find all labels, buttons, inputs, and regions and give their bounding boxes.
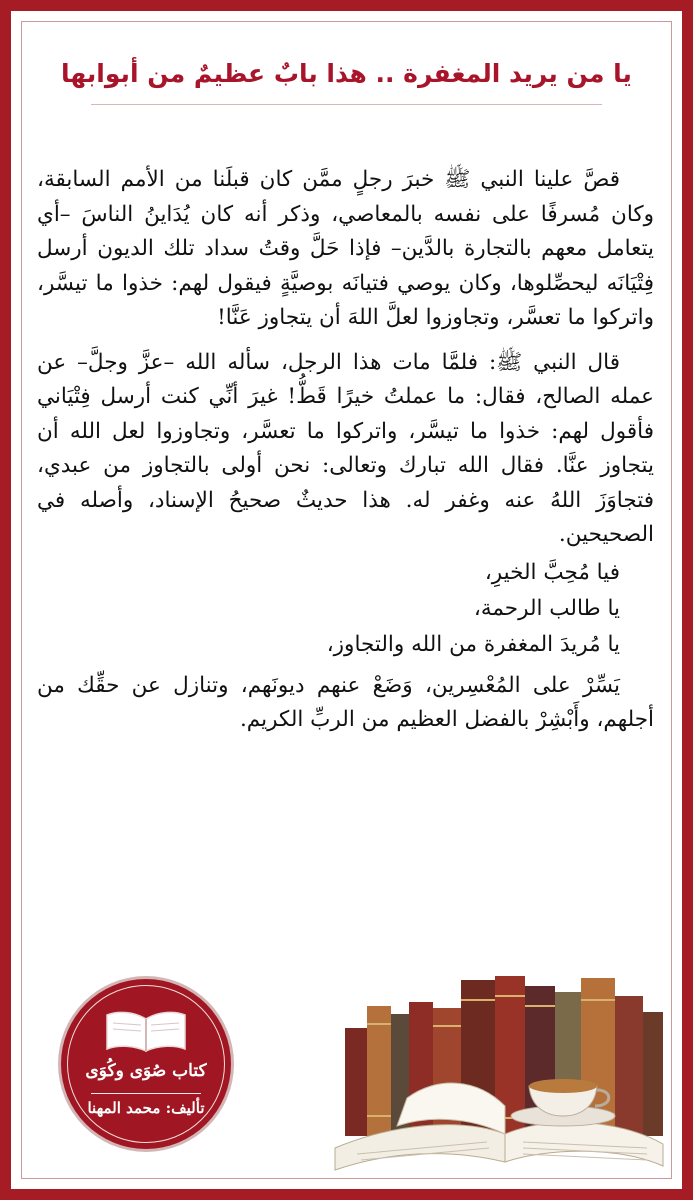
book-spine xyxy=(345,1028,367,1136)
title-divider xyxy=(91,104,602,105)
open-book-icon xyxy=(103,1007,189,1055)
paragraph-advice: يَسِّرْ على المُعْسِرين، وَضَعْ عنهم ديونَهم، وتنازل عن حقِّك من أجلهم، وأَبْشِرْ بالفضل العظيم من الربِّ الكريم. xyxy=(37,672,654,732)
books-and-teacup-illustration xyxy=(327,966,667,1171)
calls-list xyxy=(37,555,654,663)
badge-author: تأليف: محمد المهنا xyxy=(87,1099,205,1117)
call-line-2: يا طالب الرحمة، xyxy=(473,595,620,621)
call-line-3: يا مُريدَ المغفرة من الله والتجاوز، xyxy=(326,631,620,657)
article-body xyxy=(37,163,654,738)
book-spine xyxy=(643,1012,663,1136)
page-title: يا من يريد المغفرة .. هذا بابٌ عظيمٌ من أبوابها xyxy=(61,59,632,88)
call-line-1: فيا مُحِبَّ الخيرِ، xyxy=(484,559,620,585)
badge-divider xyxy=(91,1093,201,1094)
paragraph-story: قصَّ علينا النبي ﷺ خبرَ رجلٍ ممَّن كان قبلَنا من الأمم السابقة، وكان مُسرفًا على نفسه بالمعاصي، وذكر أنه كان يُدَاينُ الناسَ –أي يتعامل معهم بالتجارة بالدَّين– فإذا حَلَّ وقتُ سداد تلك الديون أرسل فِتْيَانَه ليحصِّلوها، وكان يوصي فتيانَه بوصيَّةٍ فيقول لهم: خذوا ما تيسَّر، واتركوا ما تعسَّر، وتجاوزوا لعلَّ اللهَ أن يتجاوز عَنَّا! xyxy=(37,167,654,330)
book-badge xyxy=(61,979,231,1149)
paragraph-hadith: قال النبي ﷺ: فلمَّا مات هذا الرجل، سأله الله –عزَّ وجلَّ– عن عمله الصالح، فقال: ما عملتُ خيرًا قَطُّ! غيرَ أنِّي كنت أرسل فِتْيَاني فأقول لهم: خذوا ما تيسَّر، واتركوا ما تعسَّر، وتجاوزوا لعل الله أن يتجاوز عنَّا. فقال الله تبارك وتعالى: نحن أولى بالتجاوز من عبدي، فتجاوَزَ اللهُ عنه وغفر له. هذا حديثٌ صحيحُ الإسناد، وأصله في الصحيحين. xyxy=(37,349,654,547)
book-spine xyxy=(615,996,643,1136)
badge-book-name: كتاب صُوَى وكُوَى xyxy=(85,1061,207,1081)
